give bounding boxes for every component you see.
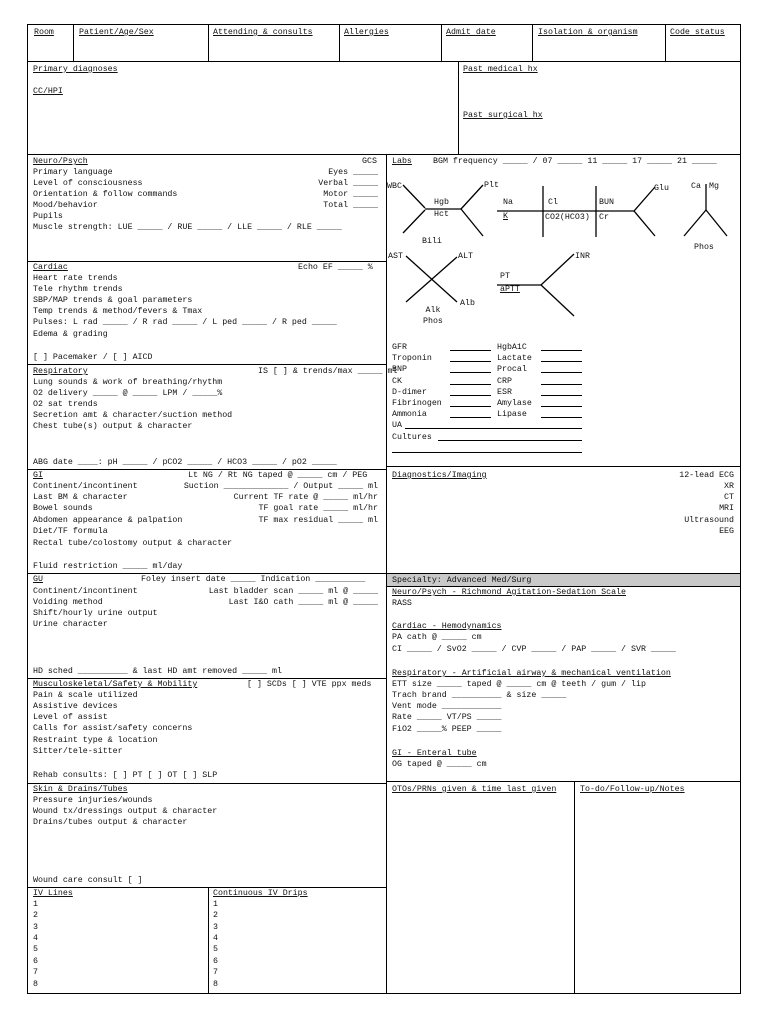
- fluid-restriction: Fluid restriction _____ ml/day: [33, 562, 183, 571]
- resp-item: Secretion amt & character/suction method: [33, 411, 233, 420]
- lab-pt: PT: [500, 272, 510, 281]
- lab-hgb: Hgb: [434, 198, 449, 207]
- lab-cl: Cl: [548, 198, 558, 207]
- lab-ast: AST: [388, 252, 403, 261]
- gcs-item: Motor _____: [323, 190, 378, 199]
- msk-item: Restraint type & location: [33, 736, 158, 745]
- neuro-item: Mood/behavior: [33, 201, 98, 210]
- msk-item: Level of assist: [33, 713, 108, 722]
- iv-line-number: 7: [33, 968, 38, 977]
- line-skin-bottom: [27, 887, 386, 888]
- diagnostic-item: CT: [724, 493, 734, 502]
- gi-item: Diet/TF formula: [33, 527, 108, 536]
- cardiac-title: Cardiac: [33, 263, 68, 272]
- iv-drip-number: 1: [213, 900, 218, 909]
- resp-item: Lung sounds & work of breathing/rhythm: [33, 378, 223, 387]
- diagnostic-item: MRI: [719, 504, 734, 513]
- cc-hpi-label: CC/HPI: [33, 87, 63, 96]
- iv-drip-number: 4: [213, 934, 218, 943]
- lab-right-blank: [541, 395, 582, 396]
- diagnostic-item: 12-lead ECG: [679, 471, 734, 480]
- pacemaker-aicd: [ ] Pacemaker / [ ] AICD: [33, 353, 153, 362]
- lft-line: [406, 256, 457, 302]
- gcs-item: Total _____: [323, 201, 378, 210]
- gi-item: Rectal tube/colostomy output & character: [33, 539, 233, 548]
- gi-item: Continent/incontinent: [33, 482, 138, 491]
- header-allergies: Allergies: [344, 28, 389, 37]
- iv-drip-number: 8: [213, 980, 218, 989]
- specialty-resp-item: ETT size _____ taped @ _____ cm @ teeth / gum / lip: [392, 680, 646, 689]
- lab-right-blank: [541, 372, 582, 373]
- ng-taped: Lt NG / Rt NG taped @ _____ cm / PEG: [188, 471, 368, 480]
- diagnostics-title: Diagnostics/Imaging: [392, 471, 487, 480]
- lab-right-blank: [541, 361, 582, 362]
- lab-left-blank: [450, 372, 491, 373]
- line-cardiac-bottom: [27, 364, 386, 365]
- specialty-resp-item: FiO2 _____% PEEP _____: [392, 725, 502, 734]
- diagnostic-item: XR: [724, 482, 734, 491]
- header-attending: Attending & consults: [213, 28, 313, 37]
- specialty-cardiac-item: CI _____ / SvO2 _____ / CVP _____ / PAP _____ / SVR _____: [392, 645, 676, 654]
- iv-line-number: 1: [33, 900, 38, 909]
- skin-item: Wound tx/dressings output & character: [33, 807, 218, 816]
- cardiac-item: Edema & grading: [33, 330, 108, 339]
- is-trends: IS [ ] & trends/max _____ ml: [258, 367, 398, 376]
- lab-plt: Plt: [484, 181, 499, 190]
- header-div-5: [532, 24, 533, 61]
- gu-item: Shift/hourly urine output: [33, 609, 158, 618]
- gu-right-item: Last I&O cath _____ ml @ _____: [228, 598, 378, 607]
- specialty-resp-item: Vent mode ____________: [392, 702, 502, 711]
- respiratory-title: Respiratory: [33, 367, 88, 376]
- past-medical-label: Past medical hx: [463, 65, 538, 74]
- gi-right-item: Current TF rate @ _____ ml/hr: [233, 493, 378, 502]
- msk-item: Pain & scale utilized: [33, 691, 138, 700]
- lab-right-blank: [541, 406, 582, 407]
- border-top: [27, 24, 741, 25]
- border-right: [740, 24, 741, 994]
- gu-item: Urine character: [33, 620, 108, 629]
- diagnoses-bottom-line: [27, 154, 741, 155]
- lab-right-name: ESR: [497, 388, 512, 397]
- header-patient: Patient/Age/Sex: [79, 28, 154, 37]
- lab-right-blank: [541, 384, 582, 385]
- lab-k: K: [503, 212, 508, 221]
- gi-right-item: TF goal rate _____ ml/hr: [258, 504, 378, 513]
- msk-item: Sitter/tele-sitter: [33, 747, 123, 756]
- rehab-consults: Rehab consults: [ ] PT [ ] OT [ ] SLP: [33, 771, 218, 780]
- iv-line-number: 3: [33, 923, 38, 932]
- lab-bun: BUN: [599, 198, 614, 207]
- lab-left-name: Fibrinogen: [392, 399, 442, 408]
- iv-divider: [208, 887, 209, 994]
- abg-line: ABG date ____: pH _____ / pCO2 _____ / HCO3 _____ / pO2 _____: [33, 458, 337, 467]
- wound-care-consult: Wound care consult [ ]: [33, 876, 143, 885]
- lab-na: Na: [503, 198, 513, 207]
- skin-item: Drains/tubes output & character: [33, 818, 188, 827]
- header-div-2: [208, 24, 209, 61]
- specialty-cardiac-title: Cardiac - Hemodynamics: [392, 622, 502, 631]
- foley: Foley insert date _____ Indication __________: [141, 575, 366, 584]
- lab-cultures: Cultures: [392, 433, 432, 442]
- lab-right-name: Procal: [497, 365, 527, 374]
- neuro-gcs-label: GCS: [362, 157, 377, 166]
- iv-drips-title: Continuous IV Drips: [213, 889, 308, 898]
- gi-item: Bowel sounds: [33, 504, 93, 513]
- iv-lines-title: IV Lines: [33, 889, 73, 898]
- lab-ua: UA: [392, 421, 402, 430]
- header-bottom-line: [27, 61, 741, 62]
- header-code-status: Code status: [670, 28, 725, 37]
- todo-notes-title: To-do/Follow-up/Notes: [580, 785, 685, 794]
- iv-line-number: 5: [33, 945, 38, 954]
- header-div-4: [441, 24, 442, 61]
- cbc-line: [461, 185, 483, 209]
- lab-phos: Phos: [694, 243, 714, 252]
- cbc-line: [403, 185, 425, 208]
- neuro-item: Orientation & follow commands: [33, 190, 178, 199]
- rass: RASS: [392, 599, 412, 608]
- lab-right-name: CRP: [497, 377, 512, 386]
- border-bottom: [27, 993, 741, 994]
- lab-left-name: D-dimer: [392, 388, 427, 397]
- hd-sched: HD sched __________ & last HD amt removed _____ ml: [33, 667, 282, 676]
- header-div-3: [339, 24, 340, 61]
- labs-title: Labs: [392, 157, 412, 166]
- specialty-resp-title: Respiratory - Artificial airway & mechanical ventilation: [392, 669, 671, 678]
- lab-ca: Ca: [691, 182, 701, 191]
- lab-hct: Hct: [434, 210, 449, 219]
- iv-line-number: 6: [33, 957, 38, 966]
- neuro-item: Level of consciousness: [33, 179, 143, 188]
- gcs-item: Eyes _____: [328, 168, 378, 177]
- lab-right-name: Lactate: [497, 354, 532, 363]
- cardiac-item: Heart rate trends: [33, 274, 118, 283]
- otos-prns-title: OTOs/PRNs given & time last given: [392, 785, 557, 794]
- diagnostic-item: EEG: [719, 527, 734, 536]
- diagnostic-item: Ultrasound: [684, 516, 734, 525]
- lab-mg: Mg: [709, 182, 719, 191]
- specialty-resp-item: Trach brand __________ & size _____: [392, 691, 567, 700]
- lab-left-blank: [450, 406, 491, 407]
- iv-drip-number: 7: [213, 968, 218, 977]
- lab-left-blank: [450, 361, 491, 362]
- specialty-resp-item: Rate _____ VT/PS _____: [392, 713, 502, 722]
- specialty-gi-title: GI - Enteral tube: [392, 749, 477, 758]
- lab-alk-phos: Alk Phos: [423, 306, 443, 326]
- lab-left-name: BNP: [392, 365, 407, 374]
- msk-title: Musculoskeletal/Safety & Mobility: [33, 680, 198, 689]
- iv-line-number: 4: [33, 934, 38, 943]
- header-room: Room: [34, 28, 54, 37]
- lab-left-blank: [450, 395, 491, 396]
- lab-glu: Glu: [654, 184, 669, 193]
- camgphos-line: [706, 210, 727, 236]
- msk-item: Calls for assist/safety concerns: [33, 724, 193, 733]
- neuro-title: Neuro/Psych: [33, 157, 88, 166]
- camgphos-line: [684, 210, 706, 236]
- iv-line-number: 2: [33, 911, 38, 920]
- resp-item: O2 delivery _____ @ _____ LPM / _____%: [33, 389, 223, 398]
- diagnoses-div: [458, 61, 459, 154]
- lab-cr: Cr: [599, 213, 609, 222]
- lab-right-name: Amylase: [497, 399, 532, 408]
- lab-right-blank: [541, 350, 582, 351]
- lab-aptt: aPTT: [500, 285, 520, 294]
- gu-title: GU: [33, 575, 43, 584]
- lab-alb: Alb: [460, 299, 475, 308]
- gu-right-item: Last bladder scan _____ ml @ _____: [208, 587, 378, 596]
- cbc-line: [461, 209, 483, 236]
- neuro-item: Pupils: [33, 212, 63, 221]
- header-div-1: [73, 24, 74, 61]
- skin-title: Skin & Drains/Tubes: [33, 785, 128, 794]
- lab-wbc: WBC: [387, 182, 402, 191]
- gi-title: GI: [33, 471, 43, 480]
- line-labs-bottom: [386, 466, 741, 467]
- gcs-item: Verbal _____: [318, 179, 378, 188]
- iv-drip-number: 6: [213, 957, 218, 966]
- lab-right-blank: [541, 417, 582, 418]
- lab-left-name: CK: [392, 377, 402, 386]
- specialty-gi-item: OG taped @ _____ cm: [392, 760, 487, 769]
- header-div-6: [665, 24, 666, 61]
- gi-item: Abdomen appearance & palpation: [33, 516, 183, 525]
- echo-ef: Echo EF _____ %: [298, 263, 373, 272]
- bmp-line: [634, 211, 655, 236]
- iv-drip-number: 5: [213, 945, 218, 954]
- specialty-neuro-title: Neuro/Psych - Richmond Agitation-Sedation Scale: [392, 588, 627, 597]
- muscle-strength: Muscle strength: LUE _____ / RUE _____ / LLE _____ / RLE _____: [33, 223, 342, 232]
- cbc-line: [403, 210, 425, 233]
- neuro-item: Primary language: [33, 168, 113, 177]
- lab-bili: Bili: [422, 237, 442, 246]
- bgm-frequency: BGM frequency _____ / 07 _____ 11 _____ 17 _____ 21 _____: [433, 157, 717, 166]
- coag-line: [541, 254, 574, 285]
- lab-co2: CO2(HCO3): [545, 213, 590, 222]
- iv-drip-number: 2: [213, 911, 218, 920]
- lab-alt: ALT: [458, 252, 473, 261]
- lab-right-name: Lipase: [497, 410, 527, 419]
- cardiac-item: Pulses: L rad _____ / R rad _____ / L ped _____ / R ped _____: [33, 318, 337, 327]
- line-specialty-bottom: [386, 781, 741, 782]
- lab-left-blank: [450, 384, 491, 385]
- gu-item: Voiding method: [33, 598, 103, 607]
- cardiac-item: SBP/MAP trends & goal parameters: [33, 296, 193, 305]
- specialty-title: Specialty: Advanced Med/Surg: [392, 576, 532, 585]
- iv-drip-number: 3: [213, 923, 218, 932]
- iv-line-number: 8: [33, 980, 38, 989]
- lab-cultures-blank: [438, 440, 582, 441]
- gu-item: Continent/incontinent: [33, 587, 138, 596]
- lft-line: [406, 257, 457, 302]
- lab-left-name: GFR: [392, 343, 407, 352]
- lab-left-name: Troponin: [392, 354, 432, 363]
- gi-right-item: Suction _____________ / Output _____ ml: [183, 482, 378, 491]
- bottom-right-divider: [574, 781, 575, 993]
- lab-right-name: HgbA1C: [497, 343, 527, 352]
- bmp-line: [634, 187, 655, 211]
- border-left: [27, 24, 28, 994]
- primary-diagnoses-label: Primary diagnoses: [33, 65, 118, 74]
- skin-item: Pressure injuries/wounds: [33, 796, 153, 805]
- gi-right-item: TF max residual _____ ml: [258, 516, 378, 525]
- resp-item: O2 sat trends: [33, 400, 98, 409]
- lab-left-blank: [450, 350, 491, 351]
- resp-item: Chest tube(s) output & character: [33, 422, 193, 431]
- lab-left-blank: [450, 417, 491, 418]
- lab-ua-blank: [405, 428, 582, 429]
- header-isolation: Isolation & organism: [538, 28, 638, 37]
- lab-inr: INR: [575, 252, 590, 261]
- coag-line: [541, 285, 574, 316]
- gi-item: Last BM & character: [33, 493, 128, 502]
- header-admit-date: Admit date: [446, 28, 496, 37]
- scd-vte: [ ] SCDs [ ] VTE ppx meds: [247, 680, 372, 689]
- cardiac-item: Temp trends & method/fevers & Tmax: [33, 307, 203, 316]
- lab-cultures-blank-2: [392, 452, 582, 453]
- msk-item: Assistive devices: [33, 702, 118, 711]
- past-surgical-label: Past surgical hx: [463, 111, 543, 120]
- specialty-cardiac-item: PA cath @ _____ cm: [392, 633, 482, 642]
- cardiac-item: Tele rhythm trends: [33, 285, 123, 294]
- lab-left-name: Ammonia: [392, 410, 427, 419]
